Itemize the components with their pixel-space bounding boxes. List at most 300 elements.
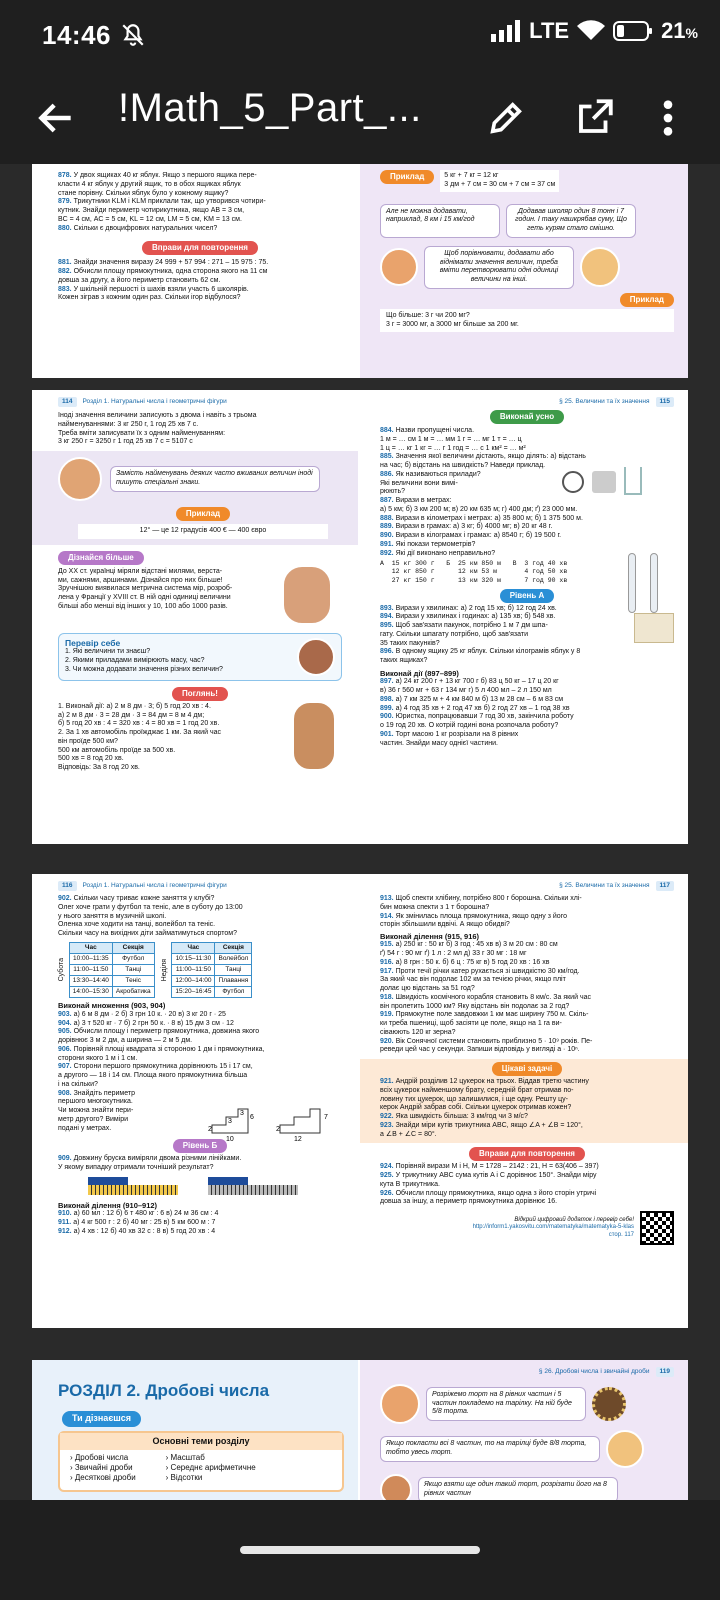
oral-label: Виконай усно [490,410,564,424]
boy-avatar [282,565,332,625]
example-label: Приклад [620,293,674,307]
text-line: ґ) 54 г : 90 мг ґ) 1 л : 2 мл д) 33 г 30 мг : 18 мг [380,950,527,958]
text-line: о 19 год 20 хв. О котрій годині вона розпочала роботу? [380,722,559,729]
text-line: а) 2 м 8 дм · 3 = 28 дм · 3 = 84 дм = 8 м 4 дм; [58,711,205,719]
pdf-page-116-117 [32,874,688,1328]
page-header: 116 Розділ 1. Натуральні числа і геометричні фігури [58,880,342,892]
example-box [380,309,674,333]
pdf-page-114-115 [32,390,688,844]
exercise-number: 895. [380,622,396,630]
text-line: 901. Торт масою 1 кг розрізали на 8 рівних [380,730,519,738]
qr-caption: Відкрий цифровий додаток і перевір себе! [514,1216,634,1223]
text-line: 1. Виконай дії: а) 2 м 8 дм · 3; б) 5 год 20 хв : 4. [58,702,211,710]
figure-label: 10 [226,1135,234,1143]
network-label: LTE [529,18,570,43]
text-line: більші або менші від інших у 10, 100 або 1000 разів. [58,602,228,610]
text-line: і на скільки? [58,1080,98,1088]
exercise-number: 885. [380,453,396,461]
exercise-number: 887. [380,497,396,504]
speech-bubble: Якщо взяти ще один такий торт, розрізати його на 8 рівних частин [418,1477,618,1500]
level-a-label: Рівень А [500,589,555,603]
text-line: 889. Вирази в грамах: а) 3 кг; б) 4000 мг; в) 20 кг 48 г. [380,523,553,531]
right-page [360,874,688,1328]
text-line: 911. а) 4 кг 500 г : 2 б) 40 мг : 25 в) 5 км 600 м : 7 [58,1218,216,1226]
table-cell: Танці [112,965,154,976]
text-line: 892. Які дії виконано неправильно? [380,549,496,557]
table-cell: 15:20–16:45 [172,987,215,998]
exercise-list [380,941,674,1055]
text-line: 35 таких пакунків? [380,639,440,647]
boy-avatar [380,248,418,286]
section-title: РОЗДІЛ 2. Дробові числа [58,1381,270,1400]
exercise-text [58,895,342,939]
text-line: 921. Андрій розділив 12 цукерок на трьох. Віддав третю частину [380,1078,589,1086]
more-options-icon[interactable] [660,98,676,138]
ruler-image [208,1177,298,1197]
table-row [69,976,154,987]
boy-avatar [292,701,336,771]
text-line: бин можна спекти з 1 т борошна? [380,903,490,911]
exercise-number: 882. [58,268,74,275]
exercise-number: 924. [380,1163,396,1171]
exercise-number: 888. [380,514,396,522]
speech-bubble: Якщо покласти всі 8 частин, то на тарілці буде 8/8 торта, тобто увесь торт. [380,1436,600,1462]
text-line: 882. Обчисли площу прямокутника, одна сторона якого на 11 см [58,268,268,275]
text-line: Кожен зіграв з кожним один раз. Скільки ігор відбулося? [58,294,241,302]
left-page [32,390,358,844]
figure-label: 7 [324,1113,328,1121]
text-line: 916. а) 8 грн : 50 к. б) 6 ц : 75 кг в) 5 год 20 хв : 16 хв [380,958,550,966]
text-line: 881. Знайди значення виразу 24 999 + 57 994 : 271 – 15 975 : 75. [58,259,269,267]
text-line: 1. Які величини ти знаєш? [65,648,151,656]
text-line: 885. Значення якої величини дістають, якщо ділять: а) відстань [380,453,586,461]
text-line: ки треба пшениці, щоб засіяти це поле, якщо на 1 га ви- [380,1020,562,1028]
text-line: 880. Скільки є двоцифрових натуральних чисел? [58,224,218,232]
text-line: 3 кг 250 г = 3250 г 1 год 25 хв 7 с = 5107 с [58,438,193,446]
look-label: Поглянь! [172,687,228,701]
text-line: а ∠B + ∠C = 80°. [380,1130,437,1138]
text-line: першого многокутника. [58,1098,133,1106]
text-line: сторін збільшили вдвічі. А якщо обидві? [380,921,510,929]
text-line: 913. Щоб спекти хлібину, потрібно 800 г борошна. Скільки хлі- [380,895,582,902]
exercise-number: 897. [380,678,396,686]
learn-more-label: Дізнайся більше [58,551,144,565]
pdf-page-112-113 [32,164,688,378]
exercise-number: 898. [380,695,396,703]
exercise-number: 915. [380,941,396,949]
table-cell: 10:15–11:30 [172,953,215,964]
text-line: 909. Довжину бруска виміряли двома різними лінійками. [58,1155,242,1163]
table-cell: Теніс [112,976,154,987]
exercise-number: 878. [58,172,74,179]
qr-code-icon [640,1211,674,1245]
example-label: Приклад [176,507,230,521]
exercise-number: 910. [58,1210,74,1218]
exercise-number: 917. [380,967,396,975]
figure-label: 2 [208,1125,212,1133]
text-line: на час; б) відстань на швидкість? Наведи приклад. [380,462,546,469]
text-line: таких ящиках? [380,657,428,665]
text-line: класти 4 кг яблук у другий ящик, то в обох ящиках яблук [58,180,241,188]
exercise-number: 920. [380,1037,396,1045]
exercise-number: 879. [58,198,74,206]
exercise-list [58,1210,342,1236]
text-line: 12 кг 850 г 12 км 53 м 4 год 50 хв [380,568,568,576]
text-line: 899. а) 4 год 35 хв + 2 год 47 хв б) 2 год 27 хв – 1 год 38 хв [380,704,570,712]
table-row [69,965,154,976]
exercise-list [380,1078,674,1139]
exercise-number: 903. [58,1010,74,1018]
girl-avatar [606,1430,644,1468]
division-label: Виконай ділення (915, 916) [380,932,480,941]
exercise-number: 902. [58,895,74,902]
exercise-number: 906. [58,1045,74,1053]
battery-percent: 21% [661,18,698,43]
level-b-label: Рівень Б [173,1139,228,1153]
exercise-number: 918. [380,993,396,1001]
exercise-list [380,895,674,930]
speech-bubble: Щоб порівнювати, додавати або віднімати значення величин, треба вміти перетворювати одні одиниці величини на інші. [424,246,574,289]
stopwatch-icon [562,471,584,493]
table-row [172,953,252,964]
sunday-schedule-table: Час Секція 10:15–11:30 Волейбол 11:00–11:50 Танці 12:00–14:00 Плавання 15:20–16:45 Футбол [171,942,252,999]
cake-icon [592,1387,626,1421]
text-line: а) 5 км; б) 3 км 200 м; в) 20 км 635 м; г) 400 дм; ґ) 23 000 мм. [380,505,578,513]
text-line: дорівнює 3 м 2 дм, а ширина — 2 м 5 дм. [58,1037,193,1044]
text-line: 890. Вирази в кілограмах і грамах: а) 8540 г; б) 19 500 г. [380,532,562,539]
text-line: метр другого? Виміри [58,1115,129,1123]
text-line: 879. Трикутники KLM і KLM приклали так, що утворився чотири- [58,198,266,206]
exercise-number: 905. [58,1028,74,1036]
figure-label: 3 [240,1109,244,1117]
exercise-number: 891. [380,540,396,548]
text-line: 5 кг + 7 кг = 12 кг [444,172,499,179]
speech-bubble: Додавав школяр один 8 тонн і 7 годин. І таку нашкрябав суму, Що геть курям стало смішно. [506,204,636,238]
text-line: Відповідь: За 8 год 20 хв. [58,764,140,771]
text-line: ми, сажнями, аршинами. Дізнайся про них більше! [58,576,223,584]
exercise-number: 914. [380,912,396,920]
left-page [32,1360,358,1500]
table-row [69,953,154,964]
topic-item: › Відсотки [165,1472,203,1482]
text-line: 924. Порівняй вирази M і H, M = 1728 – 2142 : 21, H = 63(406 – 397) [380,1163,599,1171]
example-box: 12° — це 12 градусів 400 € — 400 євро [78,524,328,539]
speech-bubble: Замість найменувань деяких часто вживаних величин іноді пишуть спеціальні знаки. [110,466,320,492]
table-cell: 11:00–11:50 [172,965,215,976]
table-cell: Акробатика [112,987,154,998]
check-yourself-label: Перевір себе [65,637,121,648]
text-line: рюють? [380,488,405,496]
table-cell: 14:00–15:30 [69,987,112,998]
review-list [380,1163,674,1207]
text-line: 907. Сторони першого прямокутника дорівнюють 15 і 17 см, [58,1063,253,1071]
review-label: Вправи для повторення [142,241,258,255]
text-line: Треба вміти записувати їх з одним найменуванням: [58,429,226,437]
check-list [65,648,291,674]
text-line: 926. Обчисли площу прямокутника, якщо одна з його сторін утричі [380,1189,597,1197]
qr-link[interactable]: http://inform1.yakosvitu.com/matematyka/matematyka-5-klas [472,1224,634,1231]
table-cell: Танці [215,965,252,976]
text-line: сторони якого 1 м і 1 см. [58,1054,138,1062]
text-line: в) 36 г 560 мг + 63 г 134 мг г) 5 л 400 мл – 2 л 150 мл [380,687,552,694]
text-line: 27 кг 150 г 13 км 320 м 7 год 90 хв [380,576,568,584]
text-line: Олег хоче грати у футбол та теніс, але в суботу до 13:00 [58,903,243,911]
text-line: а другого — 18 і 14 см. Площа якого прямокутника більша [58,1072,248,1079]
pdf-page-118-119 [32,1360,688,1500]
open-external-icon[interactable] [574,96,616,138]
exercise-number: 908. [58,1089,74,1097]
exercise-number: 896. [380,648,396,656]
table-cell: 12:00–14:00 [172,976,215,987]
text-line: частин. Знайди масу однієї частини. [380,739,498,747]
text-line: 887. Вирази в метрах: [380,497,452,504]
table-cell: Волейбол [215,953,252,964]
exercise-number: 901. [380,730,396,738]
exercise-number: 892. [380,549,396,557]
text-line: 902. Скільки часу триває кожне заняття у клубі? [58,895,215,902]
exercise-number: 926. [380,1189,396,1197]
text-line: довша за другу, а його периметр становить 62 см. [58,276,221,284]
right-page [360,390,688,844]
review-label: Вправи для повторення [469,1147,585,1161]
text-line: 910. а) 60 мл : 12 б) 6 т 480 кг : 6 в) 24 м 36 см : 4 [58,1210,219,1218]
navigation-bar [0,1500,720,1600]
text-line: 920. Вік Сонячної системи становить приблизно 5 · 10⁹ років. Пе- [380,1037,593,1045]
polygon-figures [208,1099,348,1143]
division-label: Виконай ділення (910–912) [58,1200,158,1210]
right-page [360,164,688,378]
text-line: лена у Франції у XVIII ст. В ній одні одиниці величини [58,594,231,601]
text-line: він проїде 500 км? [58,737,118,745]
text-line: 894. Вирази у хвилинах і годинах: а) 135 хв; б) 548 хв. [380,613,556,621]
scale-icon [592,471,616,493]
text-line: Що більше: 3 г чи 200 мг? [386,311,470,319]
text-line: Оленка хоче ходити на танці, волейбол та теніс. [58,921,216,929]
status-indicators [491,18,698,44]
speech-bubble: Розріжемо торт на 8 рівних частин і 5 частин покладемо на тарілку. На ній буде 5/8 торта. [426,1387,586,1421]
back-arrow-icon[interactable] [34,96,78,140]
text-line: 2. За 1 хв автомобіль проїжджає 1 км. За який час [58,729,221,736]
text-line: долає цю відстань за 51 год? [380,985,475,993]
multiplication-label: Виконай множення (903, 904) [58,1001,166,1011]
text-line: подані у метрах. [58,1124,112,1132]
text-line: 891. Які покази термометрів? [380,540,476,548]
text-line: довша за іншу, а периметр прямокутника дорівнює 16. [380,1198,558,1206]
signal-icon [491,20,521,42]
edit-pencil-icon[interactable] [486,98,526,138]
exercise-number: 921. [380,1078,396,1086]
text-line: 918. Швидкість космічного корабля становить 8 км/с. За який час [380,993,591,1001]
exercise-number: 912. [58,1227,74,1235]
page-header: § 25. Величини та їх значення 115 [380,396,674,408]
girl-avatar [297,638,335,676]
topic-item: › Середнє арифметичне [165,1462,256,1472]
exercise-list [58,1155,342,1173]
example-label: Приклад [380,170,434,184]
topic-item: › Звичайні дроби [70,1462,133,1472]
text-line: він пролетить 1000 км? Яку відстань він подолає за 2 год? [380,1002,570,1010]
text-line: гату. Скільки шпагату потрібно, щоб зав'язати [380,630,528,638]
girl-avatar [58,457,102,501]
figure-label: 2 [276,1125,280,1133]
figure-label: 12 [294,1135,302,1143]
topics-list [166,1453,256,1483]
text-line: 908. Знайдіть периметр [58,1089,135,1097]
battery-icon [613,20,653,42]
qr-page: стор. 117 [608,1231,634,1238]
text-line: реведи цей час у секунди. Запиши відповідь у вигляді a · 10ⁿ. [380,1046,580,1054]
pdf-viewer[interactable] [0,164,720,1500]
table-cell: 10:00–11:35 [69,953,112,964]
text-line: 500 км автомобіль проїде за 500 хв. [58,746,176,754]
sunday-label: Неділя [160,958,168,982]
text-line: 900. Юристка, попрацювавши 7 год 30 хв, закінчила роботу [380,713,574,721]
figure-label: 3 [228,1117,232,1125]
text-line: стане порівну. Скільки яблук було у кожному ящику? [58,189,229,197]
topic-item: › Дробові числа [70,1452,129,1462]
beaker-icon [624,467,642,495]
text-line: 922. Яка швидкість більша: 3 км/год чи 3 м/с? [380,1113,528,1121]
text-line: За який час він подолає 102 км за течією річки, якщо пліт [380,976,566,984]
saturday-label: Субота [58,958,65,982]
exercise-number: 889. [380,523,396,531]
exercise-number: 922. [380,1113,396,1121]
text-line: Які величини вони вимі- [380,479,458,487]
actions-label: Виконай дії (897–899) [380,668,459,678]
exercise-number: 886. [380,470,396,478]
document-title: !Math_5_Part_... [118,86,422,130]
topic-item: › Десяткові дроби [70,1472,136,1482]
example-box [440,170,559,192]
exercise-number: 899. [380,704,396,712]
exercise-number: 909. [58,1155,74,1163]
exercise-number: 884. [380,427,396,434]
text-line: 905. Обчисли площу і периметр прямокутника, довжина якого [58,1028,260,1036]
learn-label: Ти дізнаєшся [62,1411,141,1426]
exercise-number: 925. [380,1172,396,1180]
text-line: б) 5 год 20 хв : 4 = 320 хв : 4 = 80 хв = 1 год 20 хв. [58,720,220,728]
home-gesture-bar[interactable] [240,1546,480,1554]
exercise-number: 923. [380,1121,396,1129]
text-line: 912. а) 4 хв : 12 б) 40 хв 32 с : 8 в) 5 год 20 хв : 4 [58,1227,216,1235]
topic-item: › Масштаб [165,1452,205,1462]
right-page [360,1360,688,1500]
text-line: 923. Знайди міри кутів трикутника ABC, якщо ∠A + ∠B = 120°, [380,1121,583,1129]
boy-avatar [380,1474,412,1500]
text-line: керок Андрій забрав собі. Скільки цукерок отримав кожен? [380,1104,572,1112]
saturday-schedule-table: Час Секція 10:00–11:35 Футбол 11:00–11:50 Танці 13:30–14:40 Теніс 14:00–15:30 Акробатика [69,942,155,999]
text-line: 925. У трикутнику ABC сума кутів A і C дорівнює 150°. Знайди міру [380,1172,597,1180]
boy-avatar [380,1384,420,1424]
intro-text [58,412,342,447]
text-line: 914. Як змінилась площа прямокутника, якщо одну з його [380,912,567,920]
exercise-number: 900. [380,713,396,721]
text-line: сіваюють 120 кг зерна? [380,1028,456,1036]
parcel-icon [634,613,674,643]
exercise-number: 904. [58,1019,74,1027]
thermometer-icon [650,553,658,613]
text-line: 904. а) 3 т 520 кг · 7 б) 2 грн 50 к. · 8 в) 15 дм 3 см · 12 [58,1019,234,1027]
text-line: 893. Вирази у хвилинах: а) 2 год 15 хв; б) 12 год 24 хв. [380,604,557,612]
text-line: найменуваннями: 3 кг 250 г, 1 год 25 хв 7 с. [58,420,199,428]
text-line: 906. Порівняй площі квадрата зі стороною 1 дм і прямокутника, [58,1045,265,1053]
exercise-number: 883. [58,285,74,293]
wifi-icon [577,20,605,42]
text-line: 888. Вирази в кілометрах і метрах: а) 35 800 м; б) 1 375 500 м. [380,514,583,522]
table-cell: Футбол [112,953,154,964]
text-line: всіх цукерок найменшому брату, середній брат отримав по- [380,1086,574,1094]
learn-more-text [58,568,278,625]
text-line: 898. а) 7 км 325 м + 4 км 840 м б) 13 м 28 см – 6 м 83 см [380,695,564,703]
exercise-number: 893. [380,604,396,612]
review-list [58,259,342,303]
exercise-number: 894. [380,613,396,621]
text-line: Скільки часу на вихідних діти займатимуться спортом? [58,930,238,937]
text-line: 1 ц = … кг 1 кг = … г 1 год = … с 1 км² = … м² [380,444,526,452]
text-line: 895. Щоб зав'язати пакунок, потрібно 1 м 7 дм шпа- [380,622,548,630]
text-line: 500 хв = 8 год 20 хв. [58,755,124,763]
text-line: кутник. Знайди периметр чотирикутника, якщо AB = 3 см, [58,207,245,214]
text-line: 896. В одному ящику 25 кг яблук. Скільки кілограмів яблук у 8 [380,648,581,656]
table-cell: 13:30–14:40 [69,976,112,987]
status-time: 14:46 [42,20,111,50]
table-cell: 11:00–11:50 [69,965,112,976]
text-line: 1 м = … см 1 м = … мм 1 г = … мг 1 т = … ц [380,435,522,443]
page-header: § 25. Величини та їх значення 117 [380,880,674,892]
left-page [32,874,358,1328]
topics-list [70,1453,136,1483]
table-row [172,965,252,976]
text-line: До XX ст. українці міряли відстані милями, верста- [58,567,223,575]
text-line: 2. Якими приладами вимірюють масу, час? [65,657,205,665]
text-line: кута B трикутника. [380,1180,440,1188]
text-line: У якому випадку отримали точніший результат? [58,1164,214,1171]
text-line: 3. Чи можна додавати значення різних величин? [65,665,223,673]
exercise-list [58,172,342,233]
text-line: 903. а) 6 м 8 дм · 2 б) 3 грн 10 к. · 20 в) 3 кг 20 г · 25 [58,1010,226,1018]
thermometer-icon [628,553,636,613]
worked-examples [58,703,288,773]
topics-title: Основні теми розділу [60,1433,342,1450]
text-line: у нього заняття в музичній школі. [58,912,167,920]
text-line: Зручнішою виявилася метрична система мір, розроб- [58,585,233,593]
figure-label: 6 [250,1113,254,1121]
table-cell: Плавання [215,976,252,987]
exercise-number: 919. [380,1011,396,1019]
text-line: 917. Проти течії річки катер рухається зі швидкістю 30 км/год. [380,967,580,975]
text-line: ловину тих цукерок, що залишилися, і ще одну. Решту цу- [380,1095,568,1103]
text-line: 915. а) 250 кг : 50 кг б) 3 год : 45 хв в) 3 м 20 см : 80 см [380,941,558,949]
text-line: Чи можна знайти пери- [58,1107,134,1114]
fun-tasks-label: Цікаві задачі [492,1062,562,1076]
exercise-number: 916. [380,958,396,966]
status-bar [0,0,720,72]
text-line: 886. Як називаються прилади? [380,470,481,478]
text-line: 919. Прямокутне поле завдовжки 1 км має ширину 750 м. Скіль- [380,1011,589,1019]
exercise-number: 880. [58,224,74,232]
exercise-list [380,678,674,748]
page-header: 114 Розділ 1. Натуральні числа і геометричні фігури [58,396,342,408]
text-line: 878. У двох ящиках 40 кг яблук. Якщо з першого ящика пере- [58,172,257,179]
exercise-number: 881. [58,259,74,267]
left-page [32,164,358,378]
exercise-list [380,605,634,666]
mute-icon [120,22,146,48]
page-header: § 26. Дробові числа і звичайні дроби 119 [380,1366,674,1378]
exercise-number: 890. [380,532,396,539]
text-line: 883. У шкільній першості із шахів взяли участь 6 школярів. [58,285,249,293]
exercise-number: 913. [380,895,396,902]
